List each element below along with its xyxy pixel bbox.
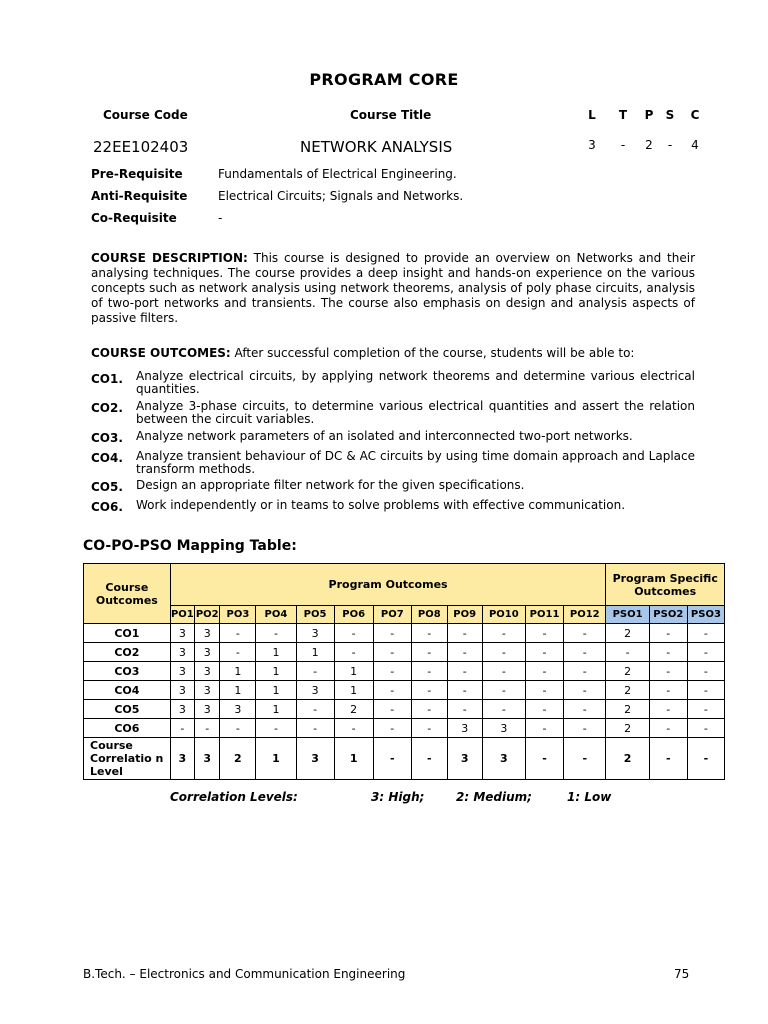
table-cell: -	[411, 643, 447, 662]
co-requisite-row	[91, 211, 222, 225]
table-cell: -	[170, 719, 194, 738]
table-cell: -	[526, 681, 564, 700]
table-cell: 2	[606, 719, 649, 738]
table-cell: -	[526, 624, 564, 643]
correlation-level-label: Course Correlatio n Level	[84, 738, 171, 780]
po-column-header: PO9	[447, 606, 482, 624]
s-value: -	[667, 138, 673, 152]
outcome-id: CO6.	[91, 500, 123, 514]
table-cell: -	[649, 700, 687, 719]
table-cell: -	[482, 700, 525, 719]
table-cell: -	[334, 719, 373, 738]
table-cell: 3	[296, 738, 334, 780]
table-cell: 3	[447, 719, 482, 738]
table-cell: -	[411, 681, 447, 700]
po-column-header: PO11	[526, 606, 564, 624]
table-cell: 1	[256, 643, 296, 662]
po-column-header: PO1	[170, 606, 194, 624]
table-cell: -	[564, 643, 606, 662]
course-outcomes-intro-text: After successful completion of the course, students will be able to:	[230, 346, 635, 360]
correlation-levels-label: Correlation Levels:	[170, 790, 298, 804]
pre-requisite-label: Pre-Requisite	[91, 167, 183, 181]
table-cell: 3	[170, 700, 194, 719]
course-description-label: COURSE DESCRIPTION:	[91, 251, 248, 265]
po-column-header: PO5	[296, 606, 334, 624]
table-cell: 3	[195, 662, 220, 681]
table-cell: 3	[170, 643, 194, 662]
table-cell: -	[526, 662, 564, 681]
table-cell: 1	[220, 681, 256, 700]
table-cell: 2	[606, 662, 649, 681]
table-cell: -	[256, 719, 296, 738]
table-cell: -	[296, 662, 334, 681]
course-outcomes-header: Course Outcomes	[84, 564, 171, 624]
table-row	[84, 624, 725, 643]
table-cell: -	[220, 624, 256, 643]
correlation-low: 1: Low	[567, 790, 612, 804]
co-requisite-value: -	[218, 211, 223, 225]
table-cell: -	[687, 662, 724, 681]
table-cell: -	[606, 643, 649, 662]
correlation-high: 3: High;	[371, 790, 425, 804]
table-cell: -	[195, 719, 220, 738]
table-cell: -	[649, 738, 687, 780]
table-cell: 3	[195, 700, 220, 719]
table-cell: -	[373, 662, 411, 681]
pre-requisite-row	[91, 167, 457, 181]
mapping-table-body	[84, 624, 725, 738]
outcome-id: CO3.	[91, 431, 123, 445]
table-cell: 3	[195, 643, 220, 662]
t-value: -	[620, 138, 626, 152]
table-cell: -	[256, 624, 296, 643]
co-po-pso-mapping-table	[83, 563, 725, 780]
table-cell: 2	[606, 738, 649, 780]
co-row-label: CO4	[84, 681, 171, 700]
page-title: PROGRAM CORE	[309, 70, 459, 89]
outcome-text: Work independently or in teams to solve problems with effective communication.	[136, 498, 626, 512]
table-cell: 1	[256, 662, 296, 681]
pre-requisite-value: Fundamentals of Electrical Engineering.	[218, 167, 457, 181]
table-cell: 2	[606, 700, 649, 719]
table-cell: -	[687, 681, 724, 700]
table-cell: -	[296, 719, 334, 738]
table-cell: -	[649, 624, 687, 643]
outcome-text: Analyze network parameters of an isolated and interconnected two-port networks.	[136, 429, 633, 443]
co-row-label: CO3	[84, 662, 171, 681]
table-cell: 2	[220, 738, 256, 780]
table-cell: -	[373, 681, 411, 700]
anti-requisite-label: Anti-Requisite	[91, 189, 188, 203]
p-value: 2	[645, 138, 653, 152]
table-cell: -	[373, 624, 411, 643]
outcome-text: Analyze 3-phase circuits, to determine various electrical quantities and assert the relation between the circuit variables.	[136, 399, 695, 426]
table-cell: -	[334, 643, 373, 662]
table-cell: 1	[334, 662, 373, 681]
co-row-label: CO5	[84, 700, 171, 719]
course-code-header: Course Code	[103, 108, 188, 122]
table-cell: -	[526, 738, 564, 780]
table-cell: -	[526, 643, 564, 662]
table-cell: 3	[170, 738, 194, 780]
table-cell: -	[687, 624, 724, 643]
table-cell: -	[687, 719, 724, 738]
outcome-text: Analyze electrical circuits, by applying network theorems and determine various electrical quantities.	[136, 369, 695, 396]
table-cell: -	[447, 681, 482, 700]
anti-requisite-value: Electrical Circuits; Signals and Networks.	[218, 189, 464, 203]
po-column-header: PO6	[334, 606, 373, 624]
table-cell: -	[564, 738, 606, 780]
table-cell: 3	[296, 681, 334, 700]
table-cell: 3	[482, 719, 525, 738]
table-cell: -	[411, 719, 447, 738]
c-header: C	[690, 108, 700, 122]
table-cell: 3	[195, 681, 220, 700]
table-cell: 1	[220, 662, 256, 681]
table-cell: 1	[334, 681, 373, 700]
table-cell: -	[564, 700, 606, 719]
table-cell: -	[447, 700, 482, 719]
table-cell: 3	[296, 624, 334, 643]
table-row	[84, 700, 725, 719]
table-cell: 1	[296, 643, 334, 662]
po-column-header: PO2	[195, 606, 220, 624]
table-row	[84, 681, 725, 700]
course-title-header: Course Title	[350, 108, 432, 122]
table-cell: -	[564, 624, 606, 643]
table-cell: -	[220, 719, 256, 738]
outcome-text: Design an appropriate filter network for the given specifications.	[136, 478, 525, 492]
po-column-header: PO7	[373, 606, 411, 624]
table-cell: 1	[256, 681, 296, 700]
table-cell: -	[334, 624, 373, 643]
table-cell: -	[687, 700, 724, 719]
table-cell: 3	[170, 624, 194, 643]
table-cell: 1	[334, 738, 373, 780]
table-cell: -	[482, 681, 525, 700]
table-cell: -	[447, 662, 482, 681]
table-cell: 2	[606, 624, 649, 643]
table-row	[84, 662, 725, 681]
table-cell: -	[373, 738, 411, 780]
table-cell: -	[447, 624, 482, 643]
table-cell: 3	[447, 738, 482, 780]
mapping-table-title: CO-PO-PSO Mapping Table:	[83, 538, 297, 554]
table-cell: -	[649, 662, 687, 681]
outcome-id: CO4.	[91, 451, 123, 465]
table-cell: -	[649, 719, 687, 738]
course-outcomes-label: COURSE OUTCOMES:	[91, 346, 231, 360]
co-row-label: CO6	[84, 719, 171, 738]
p-header: P	[644, 108, 654, 122]
table-cell: -	[373, 719, 411, 738]
table-row	[84, 643, 725, 662]
table-cell: 1	[256, 700, 296, 719]
po-column-header: PO4	[256, 606, 296, 624]
table-cell: -	[526, 700, 564, 719]
table-cell: -	[649, 643, 687, 662]
course-outcomes-intro	[91, 346, 695, 361]
table-cell: 3	[482, 738, 525, 780]
table-cell: -	[482, 643, 525, 662]
table-cell: 3	[195, 624, 220, 643]
table-cell: -	[482, 662, 525, 681]
correlation-medium: 2: Medium;	[456, 790, 532, 804]
l-header: L	[588, 108, 596, 122]
outcome-id: CO2.	[91, 401, 123, 415]
table-cell: -	[373, 700, 411, 719]
l-value: 3	[588, 138, 596, 152]
table-cell: -	[482, 624, 525, 643]
table-cell: 1	[256, 738, 296, 780]
course-code: 22EE102403	[93, 138, 189, 156]
pso-column-header: PSO1	[606, 606, 649, 624]
outcome-id: CO5.	[91, 480, 123, 494]
footer-program: B.Tech. – Electronics and Communication Engineering	[83, 967, 406, 981]
table-cell: -	[526, 719, 564, 738]
po-column-header: PO3	[220, 606, 256, 624]
course-description-text: This course is designed to provide an overview on Networks and their analysing techniques. The course provides a deep insight and hands-on experience on the various concepts such as network analysis using network theorems, analysis of poly phase circuits, analysis of two-port networks and transients. The course also emphasis on design and analysis aspects of passive filters.	[91, 251, 696, 325]
po-column-header: PO10	[482, 606, 525, 624]
table-cell: 3	[170, 681, 194, 700]
co-row-label: CO1	[84, 624, 171, 643]
correlation-level-row	[84, 738, 725, 780]
table-cell: -	[687, 643, 724, 662]
table-cell: 3	[195, 738, 220, 780]
program-outcomes-header: Program Outcomes	[170, 564, 606, 606]
po-column-header: PO12	[564, 606, 606, 624]
table-cell: 3	[170, 662, 194, 681]
po-column-header: PO8	[411, 606, 447, 624]
outcome-text: Analyze transient behaviour of DC & AC circuits by using time domain approach and Laplace transform methods.	[136, 449, 695, 476]
table-cell: -	[687, 738, 724, 780]
table-cell: -	[411, 700, 447, 719]
anti-requisite-row	[91, 189, 463, 203]
co-row-label: CO2	[84, 643, 171, 662]
table-cell: 2	[606, 681, 649, 700]
table-cell: -	[411, 738, 447, 780]
t-header: T	[618, 108, 628, 122]
co-requisite-label: Co-Requisite	[91, 211, 177, 225]
outcome-id: CO1.	[91, 372, 123, 386]
footer-page-number: 75	[674, 967, 690, 981]
table-cell: -	[373, 643, 411, 662]
table-cell: -	[564, 719, 606, 738]
table-cell: -	[411, 662, 447, 681]
course-title: NETWORK ANALYSIS	[300, 138, 453, 156]
table-cell: -	[447, 643, 482, 662]
table-cell: -	[411, 624, 447, 643]
table-row	[84, 719, 725, 738]
table-cell: 2	[334, 700, 373, 719]
table-cell: -	[220, 643, 256, 662]
course-description	[91, 251, 695, 326]
pso-header: Program Specific Outcomes	[606, 564, 725, 606]
table-cell: -	[564, 662, 606, 681]
table-cell: -	[564, 681, 606, 700]
pso-column-header: PSO2	[649, 606, 687, 624]
table-cell: 3	[220, 700, 256, 719]
table-cell: -	[296, 700, 334, 719]
table-cell: -	[649, 681, 687, 700]
pso-column-header: PSO3	[687, 606, 724, 624]
s-header: S	[665, 108, 675, 122]
c-value: 4	[691, 138, 699, 152]
